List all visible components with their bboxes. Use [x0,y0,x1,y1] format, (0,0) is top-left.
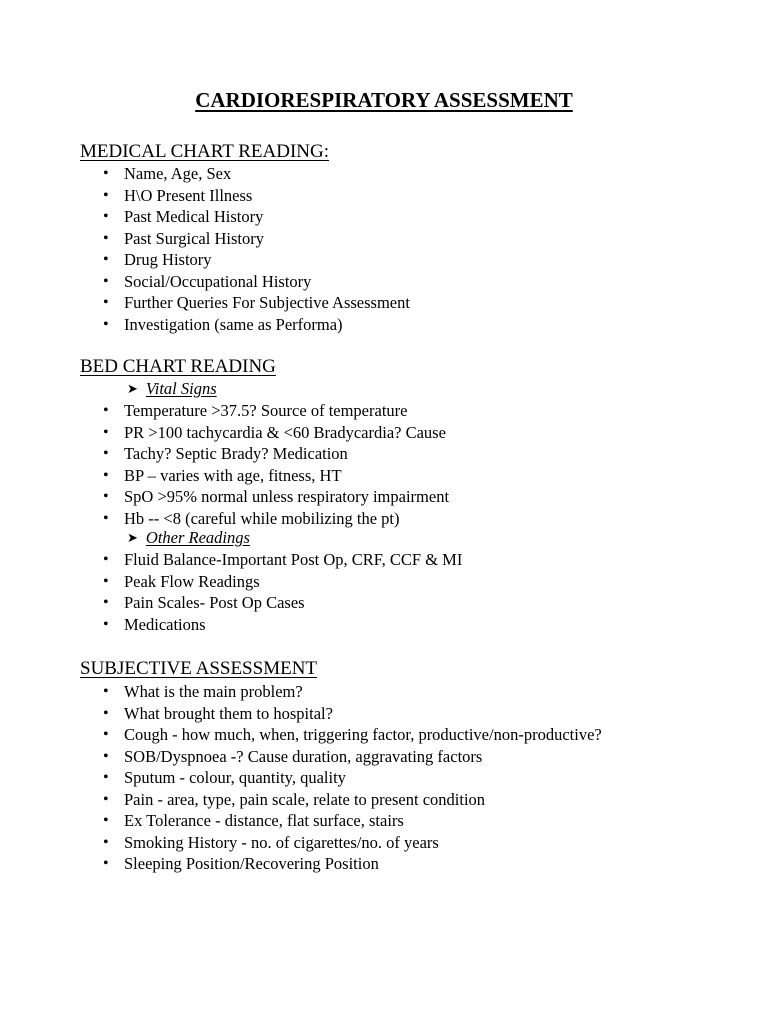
subjective-list [0,681,602,875]
bullet-icon: • [103,272,109,290]
bullet-icon: • [103,229,109,247]
bullet-icon: • [103,790,109,808]
list-item: • What is the main problem? [103,682,303,701]
bullet-icon: • [103,445,109,462]
bullet-icon: • [103,747,109,765]
bullet-icon: • [103,423,109,441]
list-item: • PR >100 tachycardia & <60 Bradycardia? Cause [103,422,446,442]
bullet-icon: • [103,186,109,204]
list-item: • SOB/Dyspnoea -? Cause duration, aggravating factors [103,746,483,766]
list-item: • Fluid Balance-Important Post Op, CRF, CCF & MI [103,550,463,569]
bullet-icon: • [103,251,109,268]
list-item: • Further Queries For Subjective Assessment [103,293,410,312]
bullet-icon: • [103,769,109,786]
list-item: • Ex Tolerance - distance, flat surface, stairs [103,811,404,830]
subheading-other-readings: ➤ Other Readings [127,528,250,547]
list-item: • Social/Occupational History [103,271,312,291]
list-item: • Drug History [103,250,212,269]
vital-signs-list [0,400,449,529]
medical-chart-list [0,163,410,335]
list-item: • Sputum - colour, quantity, quality [103,768,346,787]
list-item: • What brought them to hospital? [103,703,333,723]
list-item: • BP – varies with age, fitness, HT [103,465,342,485]
list-item: • Temperature >37.5? Source of temperature [103,401,408,420]
arrow-right-icon: ➤ [127,530,138,545]
section-heading-bed-chart: BED CHART READING [80,356,276,377]
list-item: • SpO >95% normal unless respiratory impairment [103,487,450,506]
bullet-icon: • [103,551,109,568]
bullet-icon: • [103,165,109,182]
bullet-icon: • [103,855,109,872]
list-item: • Hb -- <8 (careful while mobilizing the pt) [103,508,400,528]
bullet-icon: • [103,683,109,700]
list-item: • Smoking History - no. of cigarettes/no. of years [103,832,439,852]
list-item: • Pain - area, type, pain scale, relate to present condition [103,789,486,809]
bullet-icon: • [103,466,109,484]
list-item: • Pain Scales- Post Op Cases [103,593,305,612]
bullet-icon: • [103,726,109,743]
list-item: • H\O Present Illness [103,185,253,205]
bullet-icon: • [103,615,109,633]
list-item: • Tachy? Septic Brady? Medication [103,444,348,463]
list-item: • Sleeping Position/Recovering Position [103,854,379,873]
other-readings-list [0,549,462,635]
list-item: • Cough - how much, when, triggering factor, productive/non-productive? [103,725,602,744]
bullet-icon: • [103,594,109,611]
bullet-icon: • [103,509,109,527]
page-title [0,88,768,113]
bullet-icon: • [103,294,109,311]
list-item: • Name, Age, Sex [103,164,232,183]
list-item: • Past Surgical History [103,228,264,248]
list-item: • Medications [103,614,206,634]
subheading-vital-signs: ➤ Vital Signs [127,379,217,398]
list-item: • Past Medical History [103,207,264,226]
list-item: • Investigation (same as Performa) [103,314,343,334]
bullet-icon: • [103,572,109,590]
bullet-icon: • [103,315,109,333]
bullet-icon: • [103,402,109,419]
section-heading-medical-chart: MEDICAL CHART READING: [80,141,330,162]
list-item: • Peak Flow Readings [103,571,260,591]
bullet-icon: • [103,833,109,851]
section-heading-subjective: SUBJECTIVE ASSESSMENT [80,658,318,679]
bullet-icon: • [103,704,109,722]
bullet-icon: • [103,488,109,505]
bullet-icon: • [103,812,109,829]
page-title-text: CARDIORESPIRATORY ASSESSMENT [195,88,573,112]
bullet-icon: • [103,208,109,225]
arrow-right-icon: ➤ [127,381,138,396]
